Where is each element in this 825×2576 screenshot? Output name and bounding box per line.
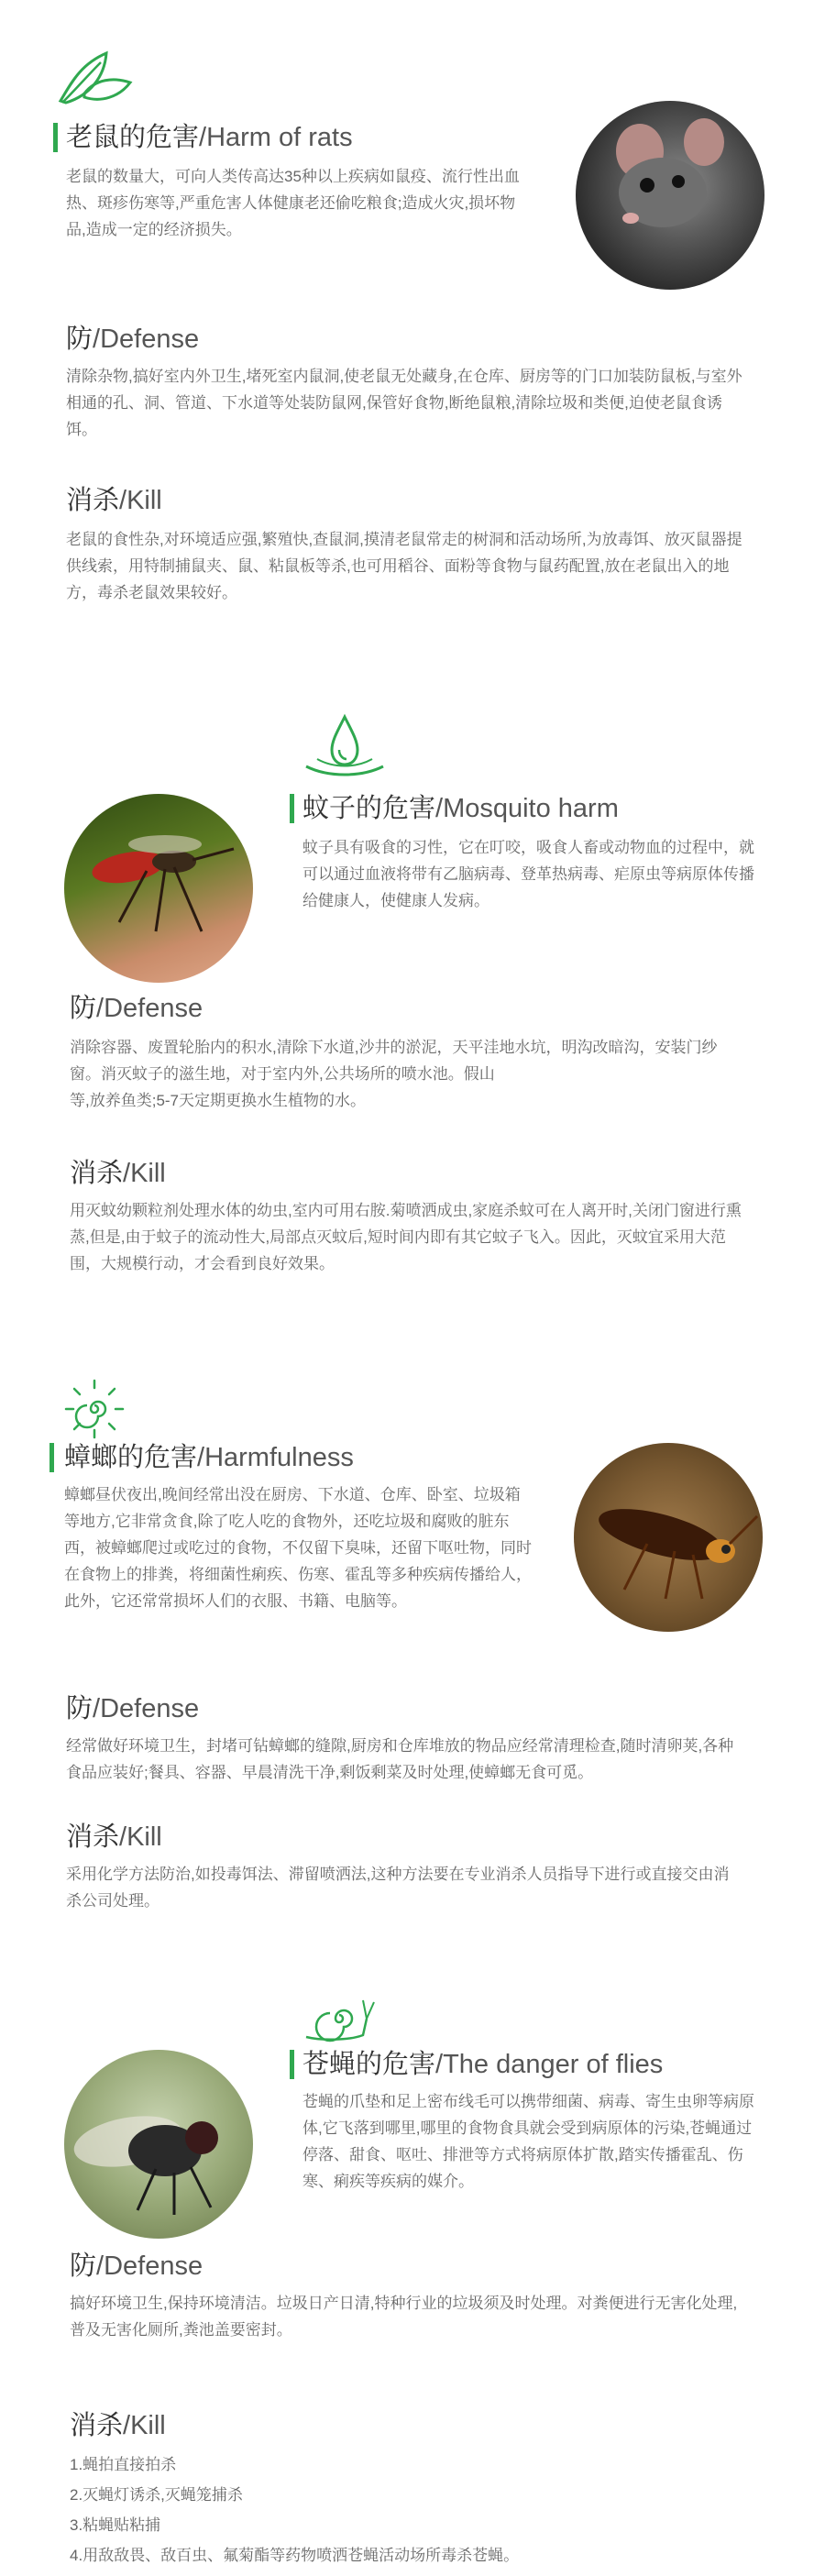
mosquito-kill-heading <box>70 1157 166 1190</box>
flies-kill-cn: 消杀 <box>70 2411 124 2440</box>
rats-section-title <box>66 121 353 154</box>
mosquito-kill-text: 用灭蚊幼颗粒剂处理水体的幼虫,室内可用右胺.菊喷洒成虫,家庭杀蚊可在人离开时,关闭门窗进行熏蒸,但是,由于蚊子的流动性大,局部点灭蚊后,短时间内即有其它蚊子飞入。因此，灭蚊宜采用大范围，大规模行动，才会看到良好效果。 <box>70 1202 742 1272</box>
list-item: 4.用敌敌畏、敌百虫、氟菊酯等药物喷洒苍蝇活动场所毒杀苍蝇。 <box>70 2547 520 2564</box>
snail-icon <box>302 1991 376 2044</box>
mosquito-title-en: /Mosquito harm <box>435 794 619 823</box>
rats-kill-text: 老鼠的食性杂,对环境适应强,繁殖快,查鼠洞,摸清老鼠常走的树洞和活动场所,为放毒饵、放灭鼠器提供线索，用特制捕鼠夹、鼠、粘鼠板等杀,也可用稻谷、面粉等食物与鼠药配置,放在老鼠出入的地方，毒杀老鼠效果较好。 <box>66 531 742 601</box>
rats-description: 老鼠的数量大，可向人类传高达35种以上疾病如鼠疫、流行性出血热、斑疹伤寒等,严重危害人体健康老还偷吃粮食;造成火灾,损坏物品,造成一定的经济损失。 <box>66 168 520 238</box>
title-accent-bar <box>53 123 58 152</box>
cockroach-defense-cn: 防 <box>66 1694 94 1723</box>
mosquito-defense-line-1: 消除容器、废置轮胎内的积水,清除下水道,沙井的淤泥，天平洼地水坑，明沟改暗沟，安装门纱窗。消灭蚊子的滋生地，对于室内外,公共场所的喷水池。假山 <box>70 1039 718 1083</box>
mosquito-kill-cn: 消杀 <box>70 1159 124 1188</box>
rats-defense-cn: 防 <box>66 325 94 354</box>
rats-defense-text: 清除杂物,搞好室内外卫生,堵死室内鼠洞,使老鼠无处藏身,在仓库、厨房等的门口加装防鼠板,与室外相通的孔、洞、管道、下水道等处装防鼠网,保管好食物,断绝鼠粮,清除垃圾和类便,迫使老鼠食诱饵。 <box>66 368 742 438</box>
flies-defense-en: /Defense <box>96 2251 204 2281</box>
mosquito-defense-line-2: 等,放养鱼类;5-7天定期更换水生植物的水。 <box>70 1092 367 1109</box>
rats-kill-heading <box>66 484 162 517</box>
mosquito-section-title <box>302 792 619 825</box>
flies-defense-heading <box>70 2250 203 2283</box>
flies-kill-heading <box>70 2409 166 2442</box>
cockroach-section-title <box>64 1441 354 1474</box>
cockroach-photo <box>574 1443 763 1632</box>
list-item: 3.粘蝇贴粘捕 <box>70 2516 161 2534</box>
title-accent-bar <box>290 2050 294 2079</box>
flies-title-cn: 苍蝇的危害 <box>302 2050 436 2079</box>
flies-defense-cn: 防 <box>70 2251 97 2281</box>
rats-defense-heading <box>66 323 199 356</box>
list-item: 1.蝇拍直接拍杀 <box>70 2456 177 2473</box>
title-accent-bar <box>290 794 294 823</box>
cockroach-defense-heading <box>66 1692 199 1725</box>
flies-title-en: /The danger of flies <box>435 2050 664 2079</box>
sun-spiral-icon <box>62 1377 126 1441</box>
flies-section-title <box>302 2048 663 2081</box>
rats-kill-cn: 消杀 <box>66 486 120 515</box>
mosquito-photo <box>64 794 253 983</box>
rats-defense-en: /Defense <box>93 325 200 354</box>
mosquito-title-cn: 蚊子的危害 <box>302 794 436 823</box>
rats-title-cn: 老鼠的危害 <box>66 123 200 152</box>
cockroach-kill-cn: 消杀 <box>66 1822 120 1852</box>
cockroach-title-cn: 蟑螂的危害 <box>64 1443 198 1472</box>
cockroach-kill-text: 采用化学方法防治,如投毒饵法、滞留喷洒法,这种方法要在专业消杀人员指导下进行或直接交由消杀公司处理。 <box>66 1866 730 1910</box>
title-accent-bar <box>50 1443 54 1472</box>
rats-kill-en: /Kill <box>119 486 162 515</box>
rats-title-en: /Harm of rats <box>199 123 353 152</box>
list-item: 2.灭蝇灯诱杀,灭蝇笼捕杀 <box>70 2486 243 2504</box>
mosquito-defense-en: /Defense <box>96 994 204 1023</box>
mosquito-defense-heading <box>70 992 203 1025</box>
leaf-icon <box>53 46 134 112</box>
rat-photo <box>576 101 764 290</box>
mosquito-defense-text <box>70 1034 748 1114</box>
water-drop-icon <box>301 713 389 779</box>
cockroach-kill-en: /Kill <box>119 1822 162 1852</box>
mosquito-defense-cn: 防 <box>70 994 97 1023</box>
flies-defense-text: 搞好环境卫生,保持环境清洁。垃圾日产日清,特种行业的垃圾须及时处理。对粪便进行无害化处理,普及无害化厕所,粪池盖要密封。 <box>70 2295 738 2339</box>
cockroach-defense-en: /Defense <box>93 1694 200 1723</box>
flies-kill-list <box>70 2449 785 2570</box>
mosquito-kill-en: /Kill <box>123 1159 166 1188</box>
flies-description: 苍蝇的爪垫和足上密布线毛可以携带细菌、病毒、寄生虫卵等病原体,它飞落到哪里,哪里的食物食具就会受到病原体的污染,苍蝇通过停落、甜食、呕吐、排泄等方式将病原体扩散,踏实传播霍乱、伤寒、痢疾等疾病的媒介。 <box>302 2093 754 2190</box>
fly-photo <box>64 2050 253 2239</box>
cockroach-title-en: /Harmfulness <box>197 1443 354 1472</box>
cockroach-description: 蟑螂昼伏夜出,晚间经常出没在厨房、下水道、仓库、卧室、垃圾箱等地方,它非常贪食,除了吃人吃的食物外，还吃垃圾和腐败的脏东西，被蟑螂爬过或吃过的食物，不仅留下臭味，还留下呕吐物，同时在食物上的排粪，将细菌性痢疾、伤寒、霍乱等多种疾病传播给人，此外，它还常常损坏人们的衣服、书籍、电脑等。 <box>64 1486 532 1610</box>
mosquito-description: 蚊子具有吸食的习性，它在叮咬，吸食人畜或动物血的过程中，就可以通过血液将带有乙脑病毒、登革热病毒、疟原虫等病原体传播给健康人，使健康人发病。 <box>302 839 754 909</box>
cockroach-kill-heading <box>66 1821 162 1854</box>
cockroach-defense-text: 经常做好环境卫生，封堵可钻蟑螂的缝隙,厨房和仓库堆放的物品应经常清理检查,随时清卵荚,各种食品应装好;餐具、容器、早晨清洗干净,剩饭剩菜及时处理,使蟑螂无食可觅。 <box>66 1737 734 1781</box>
flies-kill-en: /Kill <box>123 2411 166 2440</box>
